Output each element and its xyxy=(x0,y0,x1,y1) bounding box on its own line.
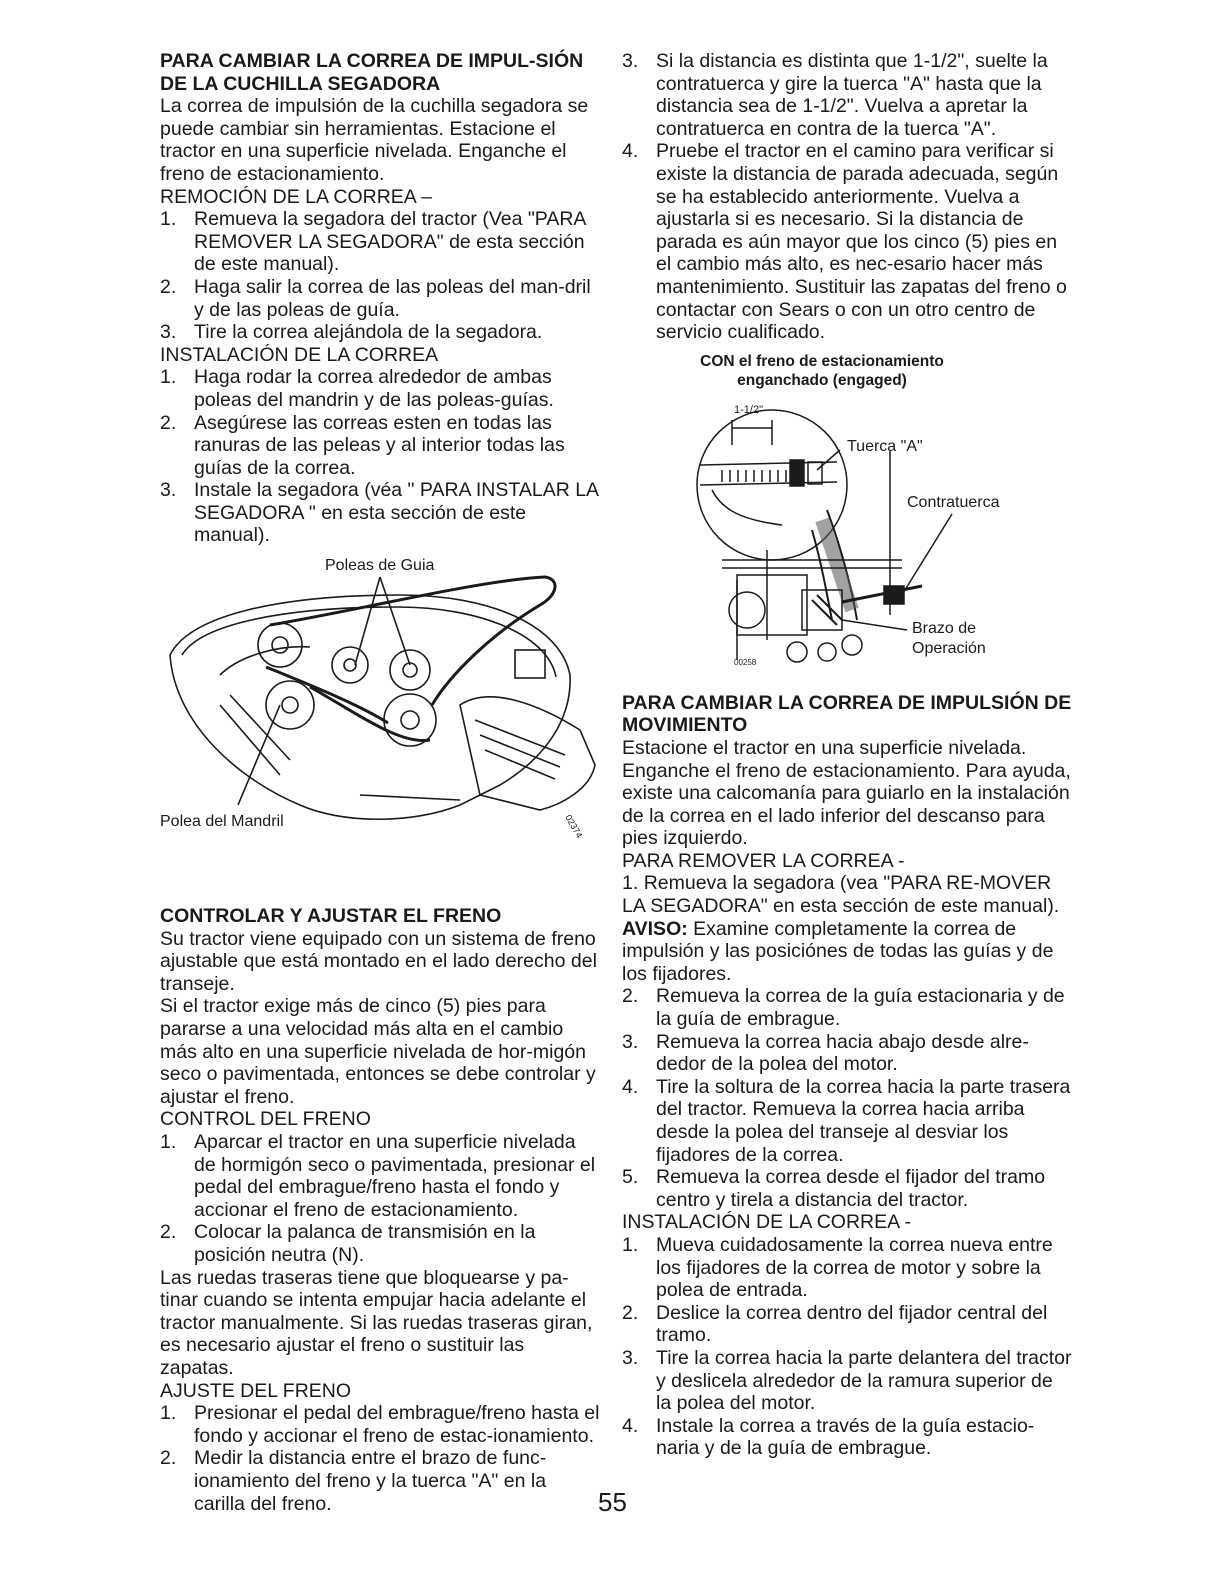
right-column xyxy=(622,50,1072,1460)
operating-arm-label-line1: Brazo de xyxy=(912,619,977,637)
install-steps xyxy=(160,366,600,547)
list-item: 1. Presionar el pedal del embrague/freno hasta el fondo y accionar el freno de estac-ionamiento. xyxy=(160,1402,600,1447)
list-item: 2. Medir la distancia entre el brazo de func-ionamiento del freno y la tuerca "A" en la carilla del freno. xyxy=(160,1447,547,1515)
install-belt-steps xyxy=(622,1234,1072,1460)
brake-adjust-steps-continued xyxy=(622,50,1072,344)
brake-control-heading: CONTROL DEL FRENO xyxy=(160,1108,371,1131)
list-item: 2. Deslice la correa dentro del fijador central del tramo. xyxy=(622,1301,1048,1347)
operating-arm-label-line2: Operación xyxy=(912,639,986,657)
brake-intro: Su tractor viene equipado con un sistema de freno ajustable que está montado en el lado derecho del transeje. xyxy=(160,927,597,995)
list-item: 4. Tire la soltura de la correa hacia la parte trasera del tractor. Remueva la correa hacia arriba desde la polea del transeje al desviar los fijadores de la correa. xyxy=(622,1075,1071,1166)
list-item: 1. Remueva la segadora (vea "PARA RE-MOVER LA SEGADORA" en esta sección de este manual). xyxy=(622,872,1060,918)
aviso-note: AVISO: Examine completamente la correa de impulsión y las posiciónes de todas las guías y de los fijadores. xyxy=(622,917,1054,985)
locknut-label: Contratuerca xyxy=(907,493,1000,511)
removal-heading: REMOCIÓN DE LA CORREA – xyxy=(160,185,432,208)
remove-belt-steps xyxy=(622,872,1072,917)
page-number: 55 xyxy=(598,1487,627,1517)
list-item: 3. Tire la correa hacia la parte delantera del tractor y deslicela alrededor de la ramura superior de la polea del motor. xyxy=(622,1346,1072,1415)
list-item: 2. Haga salir la correa de las poleas del man-dril y de las poleas de guía. xyxy=(160,275,591,321)
mower-deck-illustration xyxy=(160,555,600,885)
list-item: 2. Colocar la palanca de transmisión en la posición neutra (N). xyxy=(160,1221,536,1266)
drive-belt-intro: Estacione el tractor en una superficie nivelada. Enganche el freno de estacionamiento. Para ayuda, existe una calcomanía para guiarlo en la instalación de la correa en el lado inferior del descanso para pies izquierdo. xyxy=(622,736,1071,850)
mower-deck-figure xyxy=(160,555,600,885)
dimension-label: 1-1/2" xyxy=(734,403,763,416)
left-column xyxy=(160,50,600,1515)
guide-pulleys-label: Poleas de Guia xyxy=(325,557,435,575)
brake-figure-caption: CON el freno de estacionamiento enganchado (engaged) xyxy=(700,352,944,389)
install-heading: INSTALACIÓN DE LA CORREA xyxy=(160,343,439,366)
list-item: 1. Mueva cuidadosamente la correa nueva entre los fijadores de la correa de motor y sobre la polea de entrada. xyxy=(622,1233,1053,1302)
list-item: 1. Aparcar el tractor en una superficie nivelada de hormigón seco o pavimentada, presionar el pedal del embrague/freno hasta el fondo y accionar el freno de estacionamiento. xyxy=(160,1131,596,1221)
list-item: 3. Instale la segadora (véa " PARA INSTALAR LA SEGADORA " en esta sección de este manual). xyxy=(160,479,598,547)
figure-code: 02374 xyxy=(563,813,585,840)
remove-belt-steps-more xyxy=(622,985,1072,1211)
list-item: 4. Instale la correa a través de la guía estacio-naria y de la guía de embrague. xyxy=(622,1414,1035,1460)
section-title-blade-belt: PARA CAMBIAR LA CORREA DE IMPUL-SIÓN DE LA CUCHILLA SEGADORA xyxy=(160,50,584,95)
removal-steps xyxy=(160,208,600,344)
list-item: 2. Remueva la correa de la guía estacionaria y de la guía de embrague. xyxy=(622,985,1065,1031)
rear-wheels-paragraph: Las ruedas traseras tiene que bloquearse y pa-tinar cuando se intenta empujar hacia adelante el tractor manualmente. Si las ruedas traseras giran, es necesario ajustar el freno o sustituir las zapatas. xyxy=(160,1266,593,1379)
list-item: 5. Remueva la correa desde el fijador del tramo centro y tirela a distancia del tractor. xyxy=(622,1166,1046,1211)
list-item: 3. Tire la correa alejándola de la segadora. xyxy=(160,321,543,344)
list-item: 3. Remueva la correa hacia abajo desde alre-dedor de la polea del motor. xyxy=(622,1030,1029,1076)
nut-a-label: Tuerca "A" xyxy=(847,437,923,455)
blade-belt-intro: La correa de impulsión de la cuchilla segadora se puede cambiar sin herramientas. Estacione el tractor en una superficie nivelada. Enganche el freno de estacionamiento. xyxy=(160,95,589,185)
mandrel-pulley-label: Polea del Mandril xyxy=(160,813,284,831)
brake-illustration xyxy=(622,390,1072,690)
list-item: 1. Haga rodar la correa alrededor de ambas poleas del mandrin y de las poleas-guías. xyxy=(160,366,554,411)
brake-adjust-heading: AJUSTE DEL FRENO xyxy=(160,1379,352,1402)
brake-paragraph: Si el tractor exige más de cinco (5) pies para pararse a una velocidad más alta en el cambio más alto en una superficie nivelada de hor-migón seco o pavimentada, entonces se debe controlar y ajustar el freno. xyxy=(160,995,596,1108)
list-item: 4. Pruebe el tractor en el camino para verificar si existe la distancia de parada adecuada, según se ha establecido anteriormente. Vuelva a ajustarla si es necesario. Si la distancia de parada es aún mayor que los cinco (5) pies en el cambio más alto, es nec-esario hacer más mantenimiento. Sustituir las zapatas del freno o contactar con Sears o con un otro centro de servicio cualificado. xyxy=(622,140,1067,344)
list-item: 2. Asegúrese las correas esten en todas las ranuras de las peleas y al interior todas las guías de la correa. xyxy=(160,411,565,479)
brake-adjustment-figure xyxy=(622,390,1072,690)
list-item: 1. Remueva la segadora del tractor (Vea "PARA REMOVER LA SEGADORA" de esta sección de este manual). xyxy=(160,208,586,276)
brake-control-steps xyxy=(160,1131,600,1267)
remove-belt-heading: PARA REMOVER LA CORREA - xyxy=(622,849,905,872)
list-item: 3. Si la distancia es distinta que 1-1/2", suelte la contratuerca y gire la tuerca "A" hasta que la distancia sea de 1-1/2". Vuelva a apretar la contratuerca en contra de la tuerca "A". xyxy=(622,50,1048,140)
figure-code: 00258 xyxy=(734,657,757,667)
section-title-drive-belt: PARA CAMBIAR LA CORREA DE IMPULSIÓN DE MOVIMIENTO xyxy=(622,691,1072,737)
section-title-brake: CONTROLAR Y AJUSTAR EL FRENO xyxy=(160,905,502,928)
install-belt-heading: INSTALACIÓN DE LA CORREA - xyxy=(622,1211,911,1234)
